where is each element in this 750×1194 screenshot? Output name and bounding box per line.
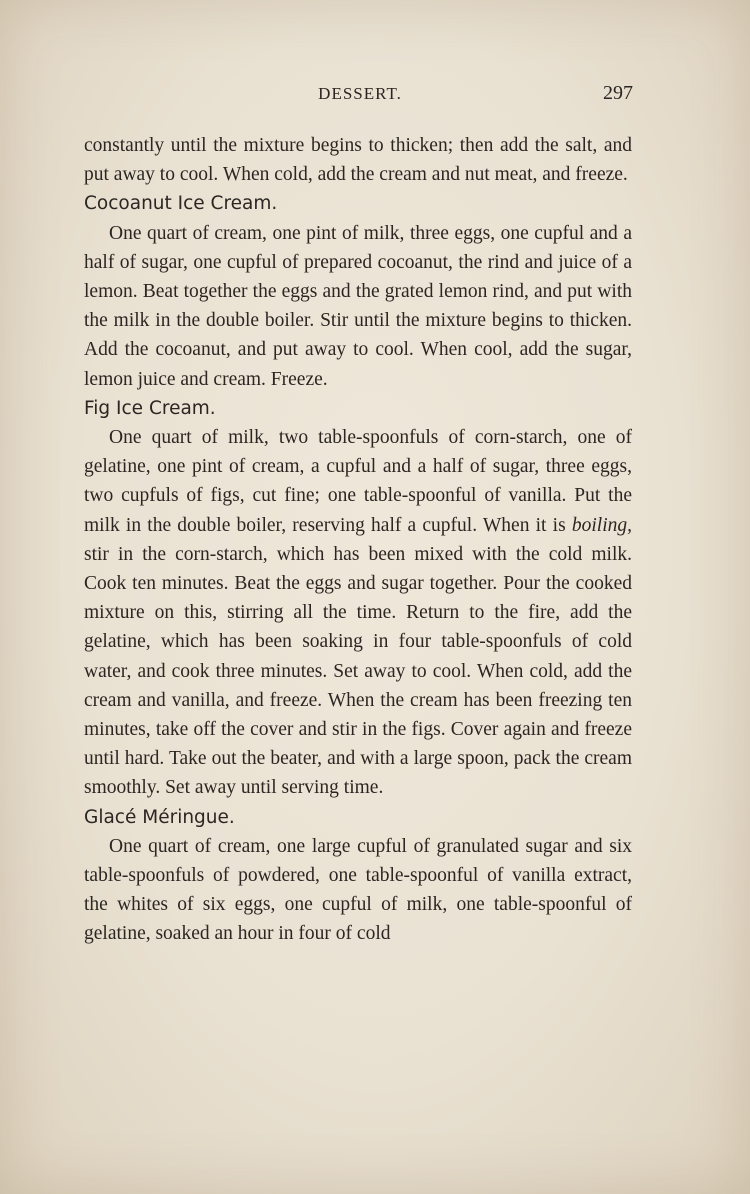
page-body: [84, 131, 632, 949]
paragraph-glace: One quart of cream, one large cupful of granulated sugar and six table-spoonfuls of powdered, one table-spoonful of vanilla extract, the whites of six eggs, one cupful of milk, one table-spoonful of gelatine, soaked an hour in four of cold: [84, 835, 632, 945]
paragraph-continuation: constantly until the mixture begins to thicken; then add the salt, and put away to cool. When cold, add the cream and nut meat, and freeze.: [84, 135, 632, 186]
paragraph-fig-part-a: One quart of milk, two table-spoonfuls of corn-starch, one of gelatine, one pint of cream, a cupful and a half of sugar, three eggs, two cupfuls of figs, cut fine; one table-spoonful of vanilla. Put the milk in the double boiler, reserving half a cupful. When it is: [84, 427, 632, 536]
italic-word-boiling: boiling,: [571, 514, 632, 536]
page-number: 297: [603, 82, 633, 104]
recipe-heading-glace: Glacé Méringue.: [84, 806, 235, 828]
paragraph-fig: [84, 423, 632, 803]
paragraph-cocoanut: One quart of cream, one pint of milk, three eggs, one cupful and a half of sugar, one cupful of prepared cocoanut, the rind and juice of a lemon. Beat together the eggs and the grated lemon rind, and put with the milk in the double boiler. Stir until the mixture begins to thicken. Add the cocoanut, and put away to cool. When cool, add the sugar, lemon juice and cream. Freeze.: [84, 222, 632, 390]
page-header: [0, 84, 750, 110]
recipe-heading-cocoanut: Cocoanut Ice Cream.: [84, 193, 278, 215]
recipe-heading-fig: Fig Ice Cream.: [84, 397, 216, 419]
running-title: DESSERT.: [318, 84, 402, 103]
paragraph-fig-part-b: stir in the corn-starch, which has been mixed with the cold milk. Cook ten minutes. Beat the eggs and sugar together. Pour the cooked mixture on this, stirring all the time. Return to the fire, add the gelatine, which has been soaking in four table-spoonfuls of cold water, and cook three minutes. Set away to cool. When cold, add the cream and vanilla, and freeze. When the cream has been freezing ten minutes, take off the cover and stir in the figs. Cover again and freeze until hard. Take out the beater, and with a large spoon, pack the cream smoothly. Set away until serving time.: [84, 543, 632, 799]
